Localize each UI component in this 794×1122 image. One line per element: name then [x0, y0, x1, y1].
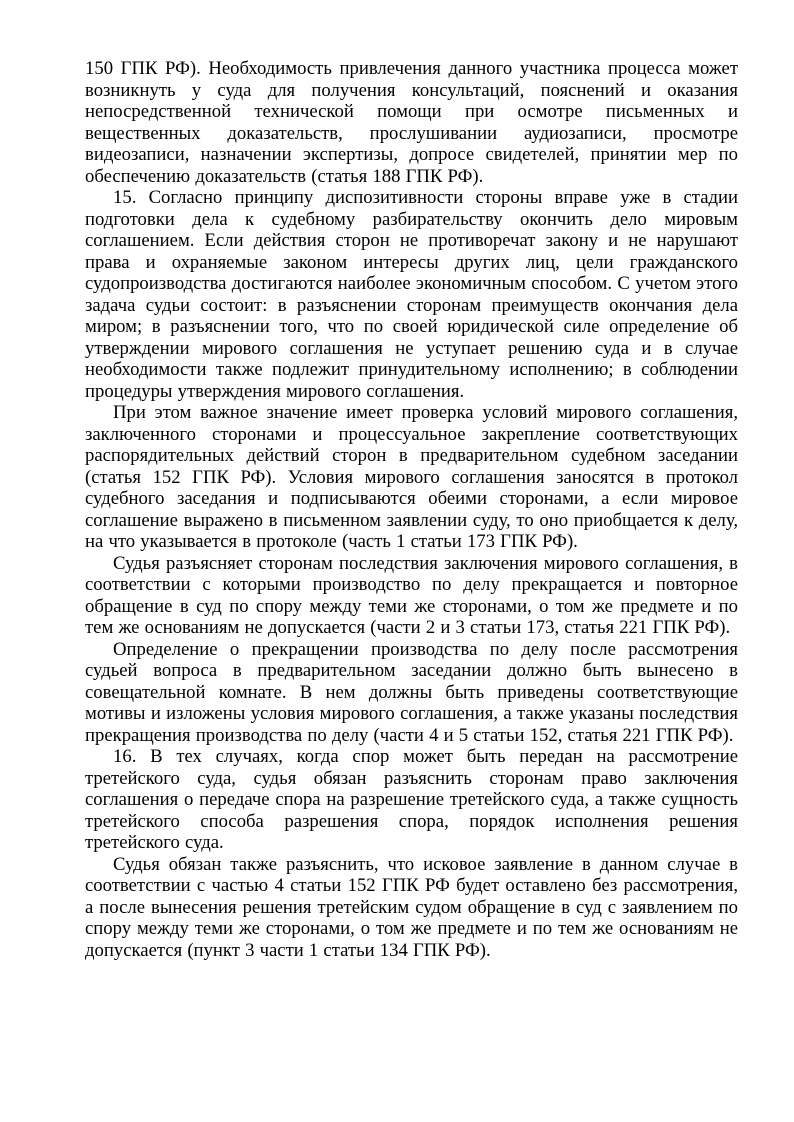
paragraph-1: 150 ГПК РФ). Необходимость привлечения данного участника процесса может возникнуть у суда для получения консультаций, пояснений и оказания непосредственной технической помощи при осмотре письменных и вещественных доказательств, прослушивании аудиозаписи, просмотре видеозаписи, назначении экспертизы, допросе свидетелей, принятии мер по обеспечению доказательств (статья 188 ГПК РФ). — [85, 58, 738, 187]
paragraph-6: 16. В тех случаях, когда спор может быть передан на рассмотрение третейского суда, судья обязан разъяснить сторонам право заключения соглашения о передаче спора на разрешение третейского суда, а также сущность третейского способа разрешения спора, порядок исполнения решения третейского суда. — [85, 746, 738, 853]
paragraph-7: Судья обязан также разъяснить, что исковое заявление в данном случае в соответствии с частью 4 статьи 152 ГПК РФ будет оставлено без рассмотрения, а после вынесения решения третейским судом обращение в суд с заявлением по спору между теми же сторонами, о том же предмете и по тем же основаниям не допускается (пункт 3 части 1 статьи 134 ГПК РФ). — [85, 853, 738, 961]
paragraph-5: Определение о прекращении производства по делу после рассмотрения судьей вопроса в предварительном заседании должно быть вынесено в совещательной комнате. В нем должны быть приведены соответствующие мотивы и изложены условия мирового соглашения, а также указаны последствия прекращения производства по делу (части 4 и 5 статьи 152, статья 221 ГПК РФ). — [85, 638, 738, 746]
paragraph-3: При этом важное значение имеет проверка условий мирового соглашения, заключенного сторонами и процессуальное закрепление соответствующих распорядительных действий сторон в предварительном судебном заседании (статья 152 ГПК РФ). Условия мирового соглашения заносятся в протокол судебного заседания и подписываются обеими сторонами, а если мировое соглашение выражено в письменном заявлении суду, то оно приобщается к делу, на что указывается в протоколе (часть 1 статьи 173 ГПК РФ). — [85, 402, 738, 552]
paragraph-4: Судья разъясняет сторонам последствия заключения мирового соглашения, в соответствии с которыми производство по делу прекращается и повторное обращение в суд по спору между теми же сторонами, о том же предмете и по тем же основаниям не допускается (части 2 и 3 статьи 173, статья 221 ГПК РФ). — [85, 552, 738, 638]
document-body — [85, 58, 738, 961]
paragraph-2: 15. Согласно принципу диспозитивности стороны вправе уже в стадии подготовки дела к судебному разбирательству окончить дело мировым соглашением. Если действия сторон не противоречат закону и не нарушают права и охраняемые законом интересы других лиц, цели гражданского судопроизводства достигаются наиболее экономичным способом. С учетом этого задача судьи состоит: в разъяснении сторонам преимуществ окончания дела миром; в разъяснении того, что по своей юридической силе определение об утверждении мирового соглашения не уступает решению суда и в случае необходимости также подлежит принудительному исполнению; в соблюдении процедуры утверждения мирового соглашения. — [85, 187, 738, 402]
